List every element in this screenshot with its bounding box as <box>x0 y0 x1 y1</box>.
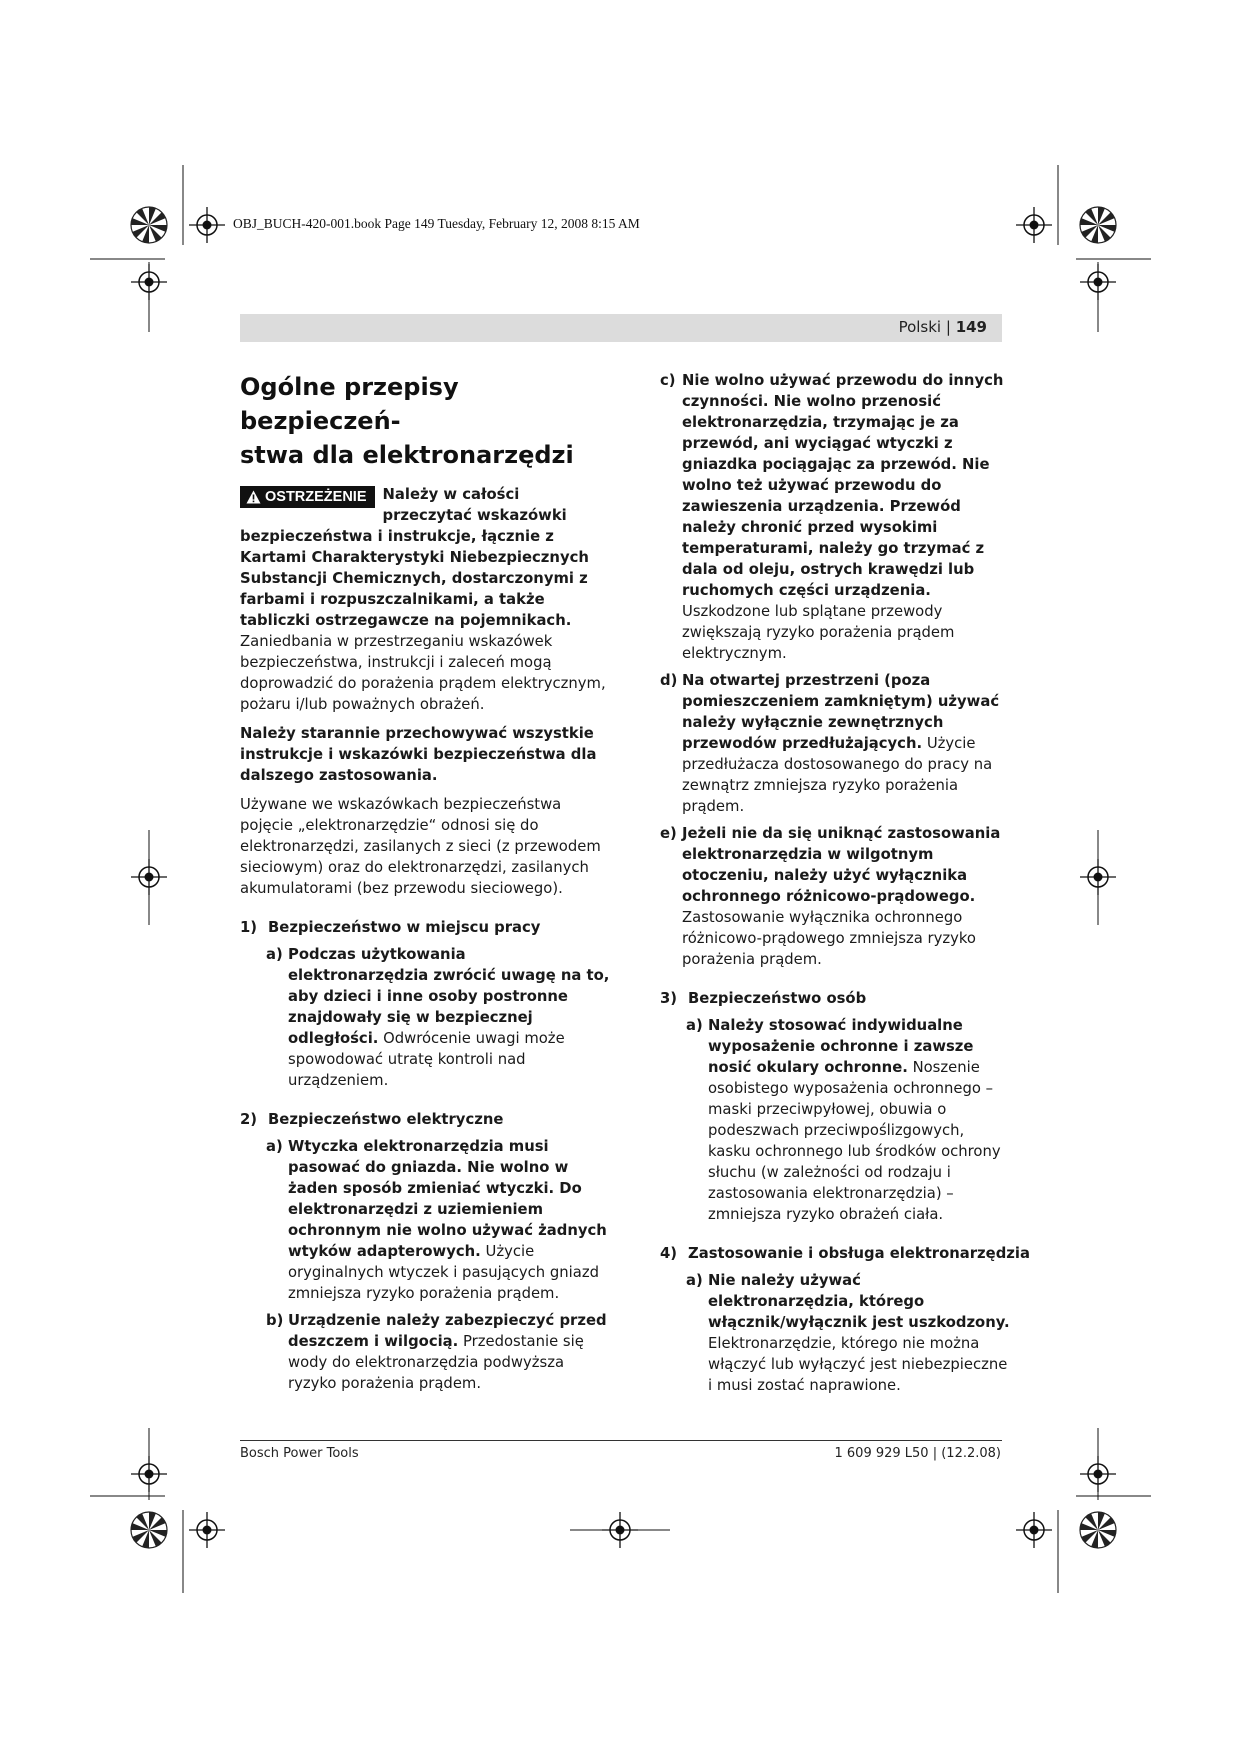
item-letter: a) <box>266 946 283 963</box>
header-separator: | <box>941 318 956 336</box>
section-heading-text: Zastosowanie i obsługa elektronarzędzia <box>688 1245 1030 1262</box>
list-item <box>660 670 1010 817</box>
page-number: 149 <box>955 318 987 336</box>
registration-target-mark <box>189 207 225 243</box>
item-bold-text: Urządzenie należy zabezpieczyć przed deszczem i wilgocią. <box>288 1312 607 1350</box>
footer-brand: Bosch Power Tools <box>240 1446 359 1461</box>
book-slug-line: OBJ_BUCH-420-001.book Page 149 Tuesday, February 12, 2008 8:15 AM <box>233 216 640 231</box>
section-work-area-safety <box>240 917 610 1091</box>
list-item <box>660 823 1010 970</box>
item-letter: e) <box>660 825 677 842</box>
item-bold-text: Należy stosować indywidualne wyposażenie ochronne i zawsze nosić okulary ochronne. <box>708 1017 974 1076</box>
list-item <box>240 944 610 1091</box>
item-bold-text: Na otwartej przestrzeni (poza pomieszczeniem zamkniętym) używać należy wyłącznie zewnętrznych przewodów przedłużających. <box>682 672 1000 752</box>
item-letter: a) <box>266 1138 283 1155</box>
item-text: Przedostanie się wody do elektronarzędzia podwyższa ryzyko porażenia prądem. <box>288 1333 584 1392</box>
warning-badge <box>240 486 375 508</box>
registration-star-mark-bottom-left <box>131 1512 167 1548</box>
keep-instructions-note: Należy starannie przechowywać wszystkie instrukcje i wskazówki bezpieczeństwa dla dalszego zastosowania. <box>240 725 597 784</box>
footer-rule <box>240 1440 1002 1441</box>
section-number: 4) <box>660 1245 678 1262</box>
item-letter: a) <box>686 1017 703 1034</box>
warning-badge-label: OSTRZEŻENIE <box>265 489 367 505</box>
item-text: Użycie oryginalnych wtyczek i pasujących gniazd zmniejsza ryzyko porażenia prądem. <box>288 1243 600 1302</box>
list-item <box>660 1270 1010 1396</box>
section-title <box>240 370 610 472</box>
item-bold-text: Nie należy używać elektronarzędzia, którego włącznik/wyłącznik jest uszkodzony. <box>708 1272 1010 1331</box>
footer-document-number: 1 609 929 L50 | (12.2.08) <box>834 1446 1001 1461</box>
section-number: 2) <box>240 1111 258 1128</box>
list-item <box>240 1310 610 1394</box>
warning-intro-bold: Należy w całości przeczytać wskazówki bezpieczeństwa i instrukcje, łącznie z Kartami Charakterystyki Niebezpiecznych Substancji Chemicznych, dostarczonymi z farbami i rozpuszczalnikami, a także tabliczki ostrzegawcze na pojemnikach. <box>240 486 589 629</box>
definition-paragraph: Używane we wskazówkach bezpieczeństwa pojęcie „elektronarzędzie“ odnosi się do elektronarzędzi, zasilanych z sieci (z przewodem sieciowym) oraz do elektronarzędzi, zasilanych akumulatorami (bez przewodu sieciowego). <box>240 796 601 897</box>
section-personal-safety <box>660 988 1010 1225</box>
registration-target-mark <box>1016 207 1052 243</box>
warning-intro <box>240 484 610 715</box>
section-number: 1) <box>240 919 258 936</box>
section-electrical-safety <box>240 1109 610 1394</box>
section-heading-text: Bezpieczeństwo w miejscu pracy <box>268 919 541 936</box>
section-heading-text: Bezpieczeństwo osób <box>688 990 867 1007</box>
section-title-line-1: Ogólne przepisy bezpieczeń- <box>240 373 459 435</box>
item-text: Noszenie osobistego wyposażenia ochronnego – maski przeciwpyłowej, obuwia o podeszwach przeciwpoślizgowych, kasku ochronnego lub środków ochrony słuchu (w zależności od rodzaju i zastosowania elektronarzędzia) – zmniejsza ryzyko obrażeń ciała. <box>708 1059 1001 1223</box>
registration-target-mark <box>189 1512 225 1548</box>
list-item <box>660 370 1010 664</box>
warning-triangle-icon <box>246 490 261 504</box>
section-heading <box>660 988 1010 1009</box>
list-item <box>660 1015 1010 1225</box>
section-heading <box>240 1109 610 1130</box>
item-bold-text: Wtyczka elektronarzędzia musi pasować do gniazda. Nie wolno w żaden sposób zmieniać wtyczki. Do elektronarzędzi z uziemieniem ochronnym nie wolno używać żadnych wtyków adapterowych. <box>288 1138 607 1260</box>
left-column <box>240 370 610 1400</box>
item-bold-text: Podczas użytkowania elektronarzędzia zwrócić uwagę na to, aby dzieci i inne osoby postronne znajdowały się w bezpiecznej odległości. <box>288 946 610 1047</box>
registration-star-mark-bottom-right <box>1080 1512 1116 1548</box>
item-letter: a) <box>686 1272 703 1289</box>
section-heading-text: Bezpieczeństwo elektryczne <box>268 1111 504 1128</box>
section-heading <box>660 1243 1030 1264</box>
registration-star-mark-top-left <box>131 207 167 243</box>
registration-star-mark-top-right <box>1080 207 1116 243</box>
running-header <box>240 314 1002 342</box>
section-number: 3) <box>660 990 678 1007</box>
right-column <box>660 370 1030 1402</box>
header-language: Polski <box>898 318 942 336</box>
header-text <box>899 318 987 336</box>
item-bold-text: Jeżeli nie da się uniknąć zastosowania elektronarzędzia w wilgotnym otoczeniu, należy użyć wyłącznika ochronnego różnicowo-prądowego. <box>682 825 1001 905</box>
list-item <box>240 1136 610 1304</box>
item-text: Użycie przedłużacza dostosowanego do pracy na zewnątrz zmniejsza ryzyko porażenia prądem. <box>682 735 993 815</box>
section-title-line-2: stwa dla elektronarzędzi <box>240 441 574 469</box>
item-text: Elektronarzędzie, którego nie można włączyć lub wyłączyć jest niebezpieczne i musi zostać naprawione. <box>708 1335 1008 1394</box>
item-text: Uszkodzone lub splątane przewody zwiększają ryzyko porażenia prądem elektrycznym. <box>682 603 955 662</box>
item-letter: b) <box>266 1312 284 1329</box>
section-heading <box>240 917 610 938</box>
registration-target-mark <box>1016 1512 1052 1548</box>
item-bold-text: Nie wolno używać przewodu do innych czynności. Nie wolno przenosić elektronarzędzia, trzymając je za przewód, ani wyciągać wtyczki z gniazdka pociągając za przewód. Nie wolno też używać przewodu do zawieszenia urządzenia. Przewód należy chronić przed wysokimi temperaturami, należy go trzymać z dala od oleju, ostrych krawędzi lub ruchomych części urządzenia. <box>682 372 1004 599</box>
item-letter: c) <box>660 372 676 389</box>
item-text: Odwrócenie uwagi może spowodować utratę kontroli nad urządzeniem. <box>288 1030 565 1089</box>
item-text: Zastosowanie wyłącznika ochronnego różnicowo-prądowego zmniejsza ryzyko porażenia prądem. <box>682 909 976 968</box>
warning-intro-text: Zaniedbania w przestrzeganiu wskazówek bezpieczeństwa, instrukcji i zaleceń mogą doprowadzić do porażenia prądem elektrycznym, pożaru i/lub poważnych obrażeń. <box>240 633 606 713</box>
section-tool-use <box>660 1243 1030 1396</box>
item-letter: d) <box>660 672 678 689</box>
